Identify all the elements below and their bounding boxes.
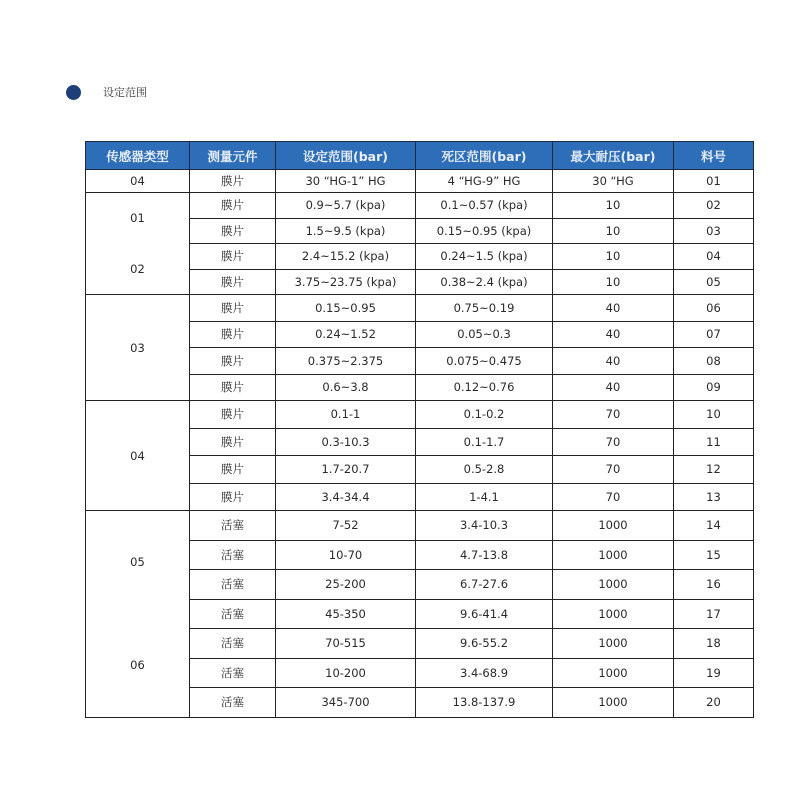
- table-row: [86, 511, 754, 541]
- part-no-cell: 17: [674, 599, 754, 629]
- set-range-cell: 0.15~0.95: [276, 295, 416, 322]
- max-pressure-cell: 1000: [553, 599, 674, 629]
- dead-band-cell: 3.4-68.9: [416, 658, 553, 688]
- set-range-cell: 30 “HG-1” HG: [276, 170, 416, 193]
- max-pressure-cell: 40: [553, 321, 674, 348]
- dead-band-cell: 4.7-13.8: [416, 540, 553, 570]
- element-cell: 膜片: [190, 244, 276, 270]
- set-range-cell: 70-515: [276, 629, 416, 659]
- element-cell: 活塞: [190, 658, 276, 688]
- col-header-max-pressure: 最大耐压(bar): [553, 142, 674, 170]
- sensor-type-label: 02: [130, 261, 145, 276]
- element-cell: 膜片: [190, 348, 276, 375]
- part-no-cell: 19: [674, 658, 754, 688]
- element-cell: 膜片: [190, 170, 276, 193]
- sensor-type-cell: [86, 401, 190, 511]
- part-no-cell: 01: [674, 170, 754, 193]
- element-cell: 膜片: [190, 483, 276, 511]
- dead-band-cell: 9.6-41.4: [416, 599, 553, 629]
- table-row: [86, 193, 754, 219]
- part-no-cell: 20: [674, 688, 754, 718]
- dead-band-cell: 0.1-1.7: [416, 428, 553, 456]
- element-cell: 活塞: [190, 599, 276, 629]
- table-row: [86, 170, 754, 193]
- set-range-cell: 0.6~3.8: [276, 374, 416, 401]
- max-pressure-cell: 30 “HG: [553, 170, 674, 193]
- part-no-cell: 04: [674, 244, 754, 270]
- element-cell: 活塞: [190, 570, 276, 600]
- element-cell: 活塞: [190, 540, 276, 570]
- max-pressure-cell: 40: [553, 295, 674, 322]
- dead-band-cell: 3.4-10.3: [416, 511, 553, 541]
- element-cell: 膜片: [190, 193, 276, 219]
- sensor-type-cell: [86, 170, 190, 193]
- element-cell: 膜片: [190, 456, 276, 484]
- dead-band-cell: 0.05~0.3: [416, 321, 553, 348]
- element-cell: 膜片: [190, 218, 276, 244]
- dead-band-cell: 4 “HG-9” HG: [416, 170, 553, 193]
- set-range-cell: 10-70: [276, 540, 416, 570]
- sensor-type-cell: [86, 295, 190, 401]
- set-range-cell: 3.75~23.75 (kpa): [276, 269, 416, 295]
- sensor-type-label: 03: [130, 340, 145, 355]
- max-pressure-cell: 1000: [553, 570, 674, 600]
- element-cell: 膜片: [190, 401, 276, 429]
- sensor-type-label: 04: [130, 448, 145, 463]
- dead-band-cell: 0.5-2.8: [416, 456, 553, 484]
- part-no-cell: 16: [674, 570, 754, 600]
- dead-band-cell: 0.12~0.76: [416, 374, 553, 401]
- part-no-cell: 12: [674, 456, 754, 484]
- dead-band-cell: 0.15~0.95 (kpa): [416, 218, 553, 244]
- max-pressure-cell: 1000: [553, 688, 674, 718]
- set-range-cell: 0.24~1.52: [276, 321, 416, 348]
- max-pressure-cell: 1000: [553, 658, 674, 688]
- element-cell: 活塞: [190, 688, 276, 718]
- max-pressure-cell: 1000: [553, 540, 674, 570]
- section-heading: [66, 84, 147, 100]
- dead-band-cell: 0.075~0.475: [416, 348, 553, 375]
- set-range-cell: 45-350: [276, 599, 416, 629]
- dead-band-cell: 0.1~0.57 (kpa): [416, 193, 553, 219]
- max-pressure-cell: 1000: [553, 629, 674, 659]
- max-pressure-cell: 70: [553, 401, 674, 429]
- dead-band-cell: 9.6-55.2: [416, 629, 553, 659]
- element-cell: 膜片: [190, 295, 276, 322]
- part-no-cell: 08: [674, 348, 754, 375]
- element-cell: 活塞: [190, 629, 276, 659]
- dead-band-cell: 6.7-27.6: [416, 570, 553, 600]
- bullet-dot-icon: [66, 85, 81, 100]
- sensor-type-label: 05: [130, 555, 145, 570]
- max-pressure-cell: 10: [553, 269, 674, 295]
- part-no-cell: 06: [674, 295, 754, 322]
- sensor-type-label: 01: [130, 211, 145, 226]
- sensor-type-cell: [86, 193, 190, 295]
- part-no-cell: 03: [674, 218, 754, 244]
- set-range-cell: 7-52: [276, 511, 416, 541]
- set-range-cell: 345-700: [276, 688, 416, 718]
- max-pressure-cell: 70: [553, 456, 674, 484]
- col-header-element: 测量元件: [190, 142, 276, 170]
- set-range-cell: 0.375~2.375: [276, 348, 416, 375]
- part-no-cell: 15: [674, 540, 754, 570]
- max-pressure-cell: 40: [553, 374, 674, 401]
- setting-range-table: [85, 141, 754, 718]
- col-header-dead-band: 死区范围(bar): [416, 142, 553, 170]
- dead-band-cell: 0.24~1.5 (kpa): [416, 244, 553, 270]
- max-pressure-cell: 70: [553, 428, 674, 456]
- part-no-cell: 07: [674, 321, 754, 348]
- set-range-cell: 10-200: [276, 658, 416, 688]
- element-cell: 膜片: [190, 374, 276, 401]
- part-no-cell: 11: [674, 428, 754, 456]
- sensor-type-cell: [86, 511, 190, 718]
- table-row: [86, 295, 754, 322]
- set-range-cell: 1.5~9.5 (kpa): [276, 218, 416, 244]
- sensor-type-label: 04: [130, 174, 145, 188]
- dead-band-cell: 13.8-137.9: [416, 688, 553, 718]
- max-pressure-cell: 10: [553, 193, 674, 219]
- part-no-cell: 05: [674, 269, 754, 295]
- col-header-part-no: 料号: [674, 142, 754, 170]
- element-cell: 膜片: [190, 428, 276, 456]
- part-no-cell: 02: [674, 193, 754, 219]
- element-cell: 膜片: [190, 321, 276, 348]
- max-pressure-cell: 1000: [553, 511, 674, 541]
- max-pressure-cell: 10: [553, 244, 674, 270]
- set-range-cell: 25-200: [276, 570, 416, 600]
- table-row: [86, 401, 754, 429]
- part-no-cell: 14: [674, 511, 754, 541]
- part-no-cell: 13: [674, 483, 754, 511]
- max-pressure-cell: 10: [553, 218, 674, 244]
- dead-band-cell: 1-4.1: [416, 483, 553, 511]
- section-title: 设定范围: [103, 86, 147, 99]
- element-cell: 活塞: [190, 511, 276, 541]
- set-range-cell: 0.3-10.3: [276, 428, 416, 456]
- max-pressure-cell: 70: [553, 483, 674, 511]
- dead-band-cell: 0.38~2.4 (kpa): [416, 269, 553, 295]
- set-range-cell: 0.9~5.7 (kpa): [276, 193, 416, 219]
- dead-band-cell: 0.1-0.2: [416, 401, 553, 429]
- element-cell: 膜片: [190, 269, 276, 295]
- set-range-cell: 3.4-34.4: [276, 483, 416, 511]
- sensor-type-label: 06: [130, 658, 145, 673]
- col-header-sensor-type: 传感器类型: [86, 142, 190, 170]
- col-header-set-range: 设定范围(bar): [276, 142, 416, 170]
- set-range-cell: 0.1-1: [276, 401, 416, 429]
- part-no-cell: 09: [674, 374, 754, 401]
- dead-band-cell: 0.75~0.19: [416, 295, 553, 322]
- set-range-cell: 1.7-20.7: [276, 456, 416, 484]
- part-no-cell: 18: [674, 629, 754, 659]
- set-range-cell: 2.4~15.2 (kpa): [276, 244, 416, 270]
- part-no-cell: 10: [674, 401, 754, 429]
- max-pressure-cell: 40: [553, 348, 674, 375]
- table-header-row: [86, 142, 754, 170]
